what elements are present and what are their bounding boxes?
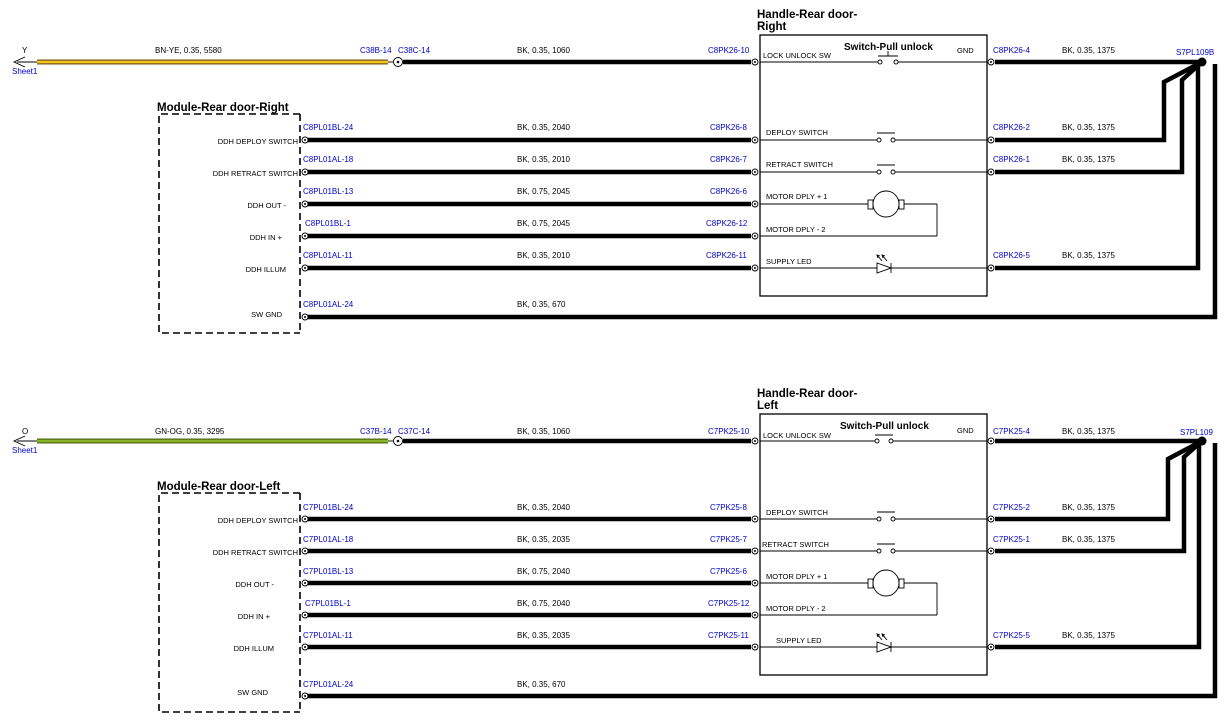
handle-title: Handle-Rear door- bbox=[757, 388, 858, 400]
module-box bbox=[159, 493, 300, 712]
section-rear-door-left bbox=[12, 388, 1215, 712]
right-row bbox=[993, 427, 1202, 441]
module-pin-label: SW GND bbox=[251, 310, 282, 319]
motor-neg-label: MOTOR DPLY - 2 bbox=[766, 225, 826, 234]
module-wire-label: BK, 0.35, 670 bbox=[517, 300, 566, 309]
right-wire-label: BK, 0.35, 1375 bbox=[1062, 46, 1115, 55]
right-conn-label: C7PK25-4 bbox=[993, 427, 1030, 436]
module-pin-label: DDH IN + bbox=[237, 612, 270, 621]
module-title: Module-Rear door-Right bbox=[157, 102, 289, 114]
right-wire bbox=[995, 66, 1198, 268]
right-conn-label: C7PK25-2 bbox=[993, 503, 1030, 512]
right-wire-label: BK, 0.35, 1375 bbox=[1062, 631, 1115, 640]
module-row bbox=[213, 155, 751, 178]
module-row bbox=[250, 219, 751, 242]
module-row bbox=[213, 535, 751, 557]
right-wire-label: BK, 0.35, 1375 bbox=[1062, 251, 1115, 260]
module-wire-label: BK, 0.75, 2045 bbox=[517, 187, 570, 196]
module-wire-label: BK, 0.35, 2010 bbox=[517, 251, 570, 260]
harness-wire-label: GN-OG, 0.35, 3295 bbox=[155, 427, 225, 436]
right-wire-label: BK, 0.35, 1375 bbox=[1062, 503, 1115, 512]
switch-title: Switch-Pull unlock bbox=[844, 42, 933, 53]
right-wire-label: BK, 0.35, 1375 bbox=[1062, 155, 1115, 164]
module-pin-label: DDH RETRACT SWITCH bbox=[212, 548, 298, 557]
harness-wire-label: BN-YE, 0.35, 5580 bbox=[155, 46, 222, 55]
offsheet-arrow-icon[interactable] bbox=[14, 57, 37, 67]
right-conn-label: C8PK26-1 bbox=[993, 155, 1030, 164]
handle-title-2: Right bbox=[757, 21, 787, 33]
right-wire-label: BK, 0.35, 1375 bbox=[1062, 123, 1115, 132]
module-wire-label: BK, 0.75, 2045 bbox=[517, 219, 570, 228]
gnd-pin-label: GND bbox=[957, 426, 974, 435]
supply-led-label: SUPPLY LED bbox=[776, 636, 822, 645]
module-wire-label: BK, 0.35, 2035 bbox=[517, 535, 570, 544]
conn-label-right: C38C-14 bbox=[398, 46, 431, 55]
handle-pin-label: C8PK26-12 bbox=[706, 219, 748, 228]
retract-switch-label: RETRACT SWITCH bbox=[762, 540, 829, 549]
module-pin-label: DDH IN + bbox=[249, 233, 282, 242]
right-wire-label: BK, 0.35, 1375 bbox=[1062, 535, 1115, 544]
module-conn-label: C8PL01BL-24 bbox=[303, 123, 354, 132]
module-row bbox=[218, 123, 751, 146]
module-pin-label: DDH ILLUM bbox=[245, 265, 286, 274]
handle-title-2: Left bbox=[757, 400, 779, 412]
section-rear-door-right bbox=[12, 9, 1215, 333]
signal-label: Y bbox=[22, 46, 28, 55]
motor-pos-label: MOTOR DPLY + 1 bbox=[766, 572, 828, 581]
deploy-switch-label: DEPLOY SWITCH bbox=[766, 128, 828, 137]
lock-pin-label: LOCK UNLOCK SW bbox=[763, 51, 831, 60]
module-row bbox=[246, 251, 751, 274]
module-box bbox=[159, 114, 300, 333]
module-wire-label: BK, 0.35, 2040 bbox=[517, 123, 570, 132]
right-conn-label: C8PK26-2 bbox=[993, 123, 1030, 132]
module-conn-label: C7PL01BL-13 bbox=[303, 567, 354, 576]
module-pin-label: DDH OUT - bbox=[247, 201, 286, 210]
module-row bbox=[218, 503, 751, 525]
motor-pos-label: MOTOR DPLY + 1 bbox=[766, 192, 828, 201]
module-conn-label: C8PL01BL-1 bbox=[305, 219, 351, 228]
offsheet-arrow-icon[interactable] bbox=[14, 436, 37, 446]
handle-pin-lock: C8PK26-10 bbox=[708, 46, 750, 55]
conn-label-left: C37B-14 bbox=[360, 427, 392, 436]
handle-pin-label: C7PK25-7 bbox=[710, 535, 747, 544]
deploy-switch-label: DEPLOY SWITCH bbox=[766, 508, 828, 517]
module-pin-label: DDH RETRACT SWITCH bbox=[212, 169, 298, 178]
handle-pin-label: C8PK26-7 bbox=[710, 155, 747, 164]
right-conn-label: C8PK26-4 bbox=[993, 46, 1030, 55]
handle-pin-label: C7PK25-12 bbox=[708, 599, 750, 608]
module-wire-label: BK, 0.75, 2040 bbox=[517, 567, 570, 576]
module-conn-label: C7PL01AL-24 bbox=[303, 680, 354, 689]
handle-pin-label: C7PK25-6 bbox=[710, 567, 747, 576]
handle-pin-label: C8PK26-6 bbox=[710, 187, 747, 196]
module-wire-label: BK, 0.35, 2040 bbox=[517, 503, 570, 512]
module-title: Module-Rear door-Left bbox=[157, 481, 281, 493]
module-pin-label: DDH OUT - bbox=[235, 580, 274, 589]
right-row bbox=[993, 46, 1202, 62]
sheet-link[interactable]: Sheet1 bbox=[12, 67, 38, 76]
module-pin-label: DDH DEPLOY SWITCH bbox=[217, 516, 298, 525]
handle-pin-lock: C7PK25-10 bbox=[708, 427, 750, 436]
right-row bbox=[993, 66, 1198, 268]
right-conn-label: C7PK25-1 bbox=[993, 535, 1030, 544]
module-conn-label: C8PL01BL-13 bbox=[303, 187, 354, 196]
handle-pin-label: C7PK25-11 bbox=[708, 631, 749, 640]
module-wire-label: BK, 0.35, 670 bbox=[517, 680, 566, 689]
terminals bbox=[302, 59, 994, 320]
module-conn-label: C8PL01AL-18 bbox=[303, 155, 354, 164]
motor-neg-label: MOTOR DPLY - 2 bbox=[766, 604, 826, 613]
module-pin-label: DDH ILLUM bbox=[233, 644, 274, 653]
sheet-link[interactable]: Sheet1 bbox=[12, 446, 38, 455]
module-row bbox=[234, 631, 751, 653]
module-conn-label: C7PL01BL-24 bbox=[303, 503, 354, 512]
right-conn-label: C7PK25-5 bbox=[993, 631, 1030, 640]
supply-led-label: SUPPLY LED bbox=[766, 257, 812, 266]
inline-connector-dot bbox=[397, 61, 400, 64]
signal-label: O bbox=[22, 427, 29, 436]
module-wire-label: BK, 0.35, 2035 bbox=[517, 631, 570, 640]
module-pin-label: SW GND bbox=[237, 688, 268, 697]
module-conn-label: C7PL01AL-11 bbox=[303, 631, 353, 640]
module-conn-label: C7PL01BL-1 bbox=[305, 599, 351, 608]
module-pin-label: DDH DEPLOY SWITCH bbox=[217, 137, 298, 146]
conn-label-right: C37C-14 bbox=[398, 427, 431, 436]
terminals bbox=[302, 438, 994, 699]
splice-label[interactable]: S7PL109B bbox=[1176, 48, 1215, 57]
handle-pin-label: C8PK26-11 bbox=[706, 251, 747, 260]
handle-pin-label: C8PK26-8 bbox=[710, 123, 747, 132]
module-conn-label: C8PL01AL-24 bbox=[303, 300, 354, 309]
gnd-pin-label: GND bbox=[957, 46, 974, 55]
inline-connector-dot bbox=[397, 440, 400, 443]
lock-pin-label: LOCK UNLOCK SW bbox=[763, 431, 831, 440]
splice-label[interactable]: S7PL109 bbox=[1180, 428, 1213, 437]
right-wire-label: BK, 0.35, 1375 bbox=[1062, 427, 1115, 436]
retract-switch-label: RETRACT SWITCH bbox=[766, 160, 833, 169]
module-wire-label: BK, 0.75, 2040 bbox=[517, 599, 570, 608]
switch-title: Switch-Pull unlock bbox=[840, 421, 929, 432]
right-row bbox=[993, 62, 1202, 140]
wire-lock-label: BK, 0.35, 1060 bbox=[517, 46, 570, 55]
right-row bbox=[993, 441, 1202, 519]
right-conn-label: C8PK26-5 bbox=[993, 251, 1030, 260]
module-row bbox=[235, 567, 751, 589]
module-wire-label: BK, 0.35, 2010 bbox=[517, 155, 570, 164]
module-row bbox=[247, 187, 751, 210]
wire-lock-label: BK, 0.35, 1060 bbox=[517, 427, 570, 436]
module-row bbox=[238, 599, 751, 621]
module-conn-label: C7PL01AL-18 bbox=[303, 535, 354, 544]
handle-pin-label: C7PK25-8 bbox=[710, 503, 747, 512]
module-conn-label: C8PL01AL-11 bbox=[303, 251, 353, 260]
conn-label-left: C38B-14 bbox=[360, 46, 392, 55]
handle-title: Handle-Rear door- bbox=[757, 9, 858, 21]
